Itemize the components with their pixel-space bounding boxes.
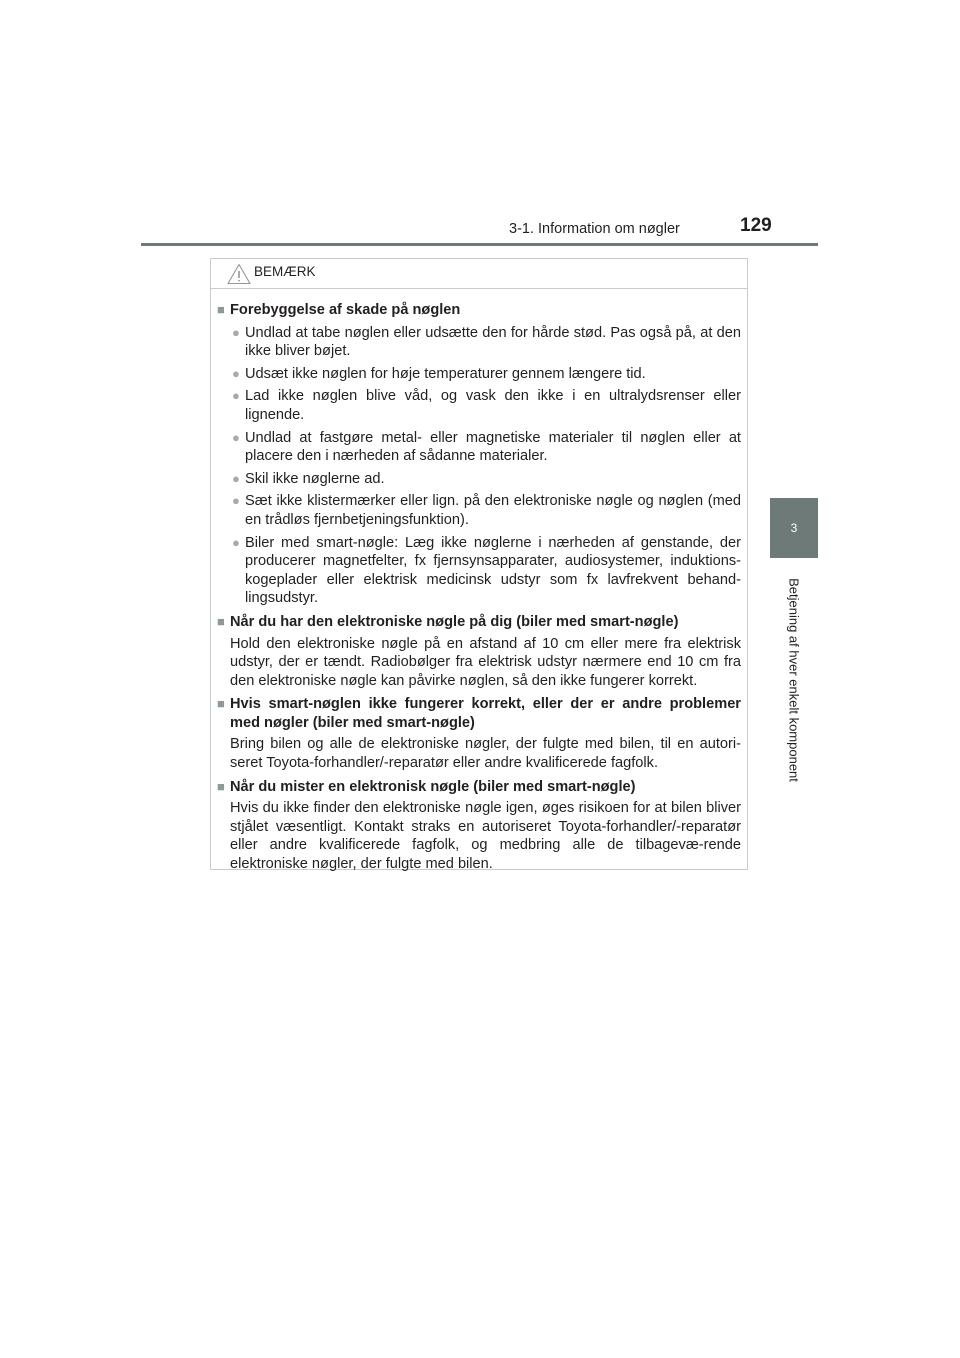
square-bullet-icon: ■: [217, 613, 225, 629]
notice-header: [211, 259, 747, 289]
list-item: ● Undlad at fastgøre metal- eller magnetiske materialer til nøglen eller at placere den i nærheden af sådanne materialer.: [232, 429, 741, 465]
square-bullet-icon: ■: [217, 302, 225, 317]
chapter-title: Betjening af hver enkelt komponent: [786, 578, 802, 782]
section-text: Hvis du ikke finder den elektroniske nøgle igen, øges risikoen for at bilen bliver stjålet væsentligt. Kontakt straks en autoriseret Toyota-forhandler/-reparatør eller andre kvalificerede fagfolk, og medbring alle de tilbagevæ-rende elektroniske nøgler, der fulgte med bilen.: [230, 800, 741, 873]
warning-triangle-icon: [227, 263, 251, 285]
list-item: ● Biler med smart-nøgle: Læg ikke nøglerne i nærheden af genstande, der producerer magnetfelter, fx fjernsynsapparater, audiosystemer, induktions-kogeplader eller elektrisk medicinsk udstyr som fx lavfrekvent behand-lingsudstyr.: [232, 534, 741, 607]
section-heading: ■ Når du har den elektroniske nøgle på dig (biler med smart-nøgle): [217, 613, 679, 630]
page-number: 129: [740, 215, 772, 236]
section-heading: ■ Hvis smart-nøglen ikke fungerer korrekt, eller der er andre problemer med nøgler (biler med smart-nøgle): [217, 696, 741, 731]
notice-title: BEMÆRK: [254, 264, 316, 279]
section-text: Hold den elektroniske nøgle på en afstand af 10 cm eller mere fra elektrisk udstyr, der er tændt. Radiobølger fra elektrisk udstyr nærmere end 10 cm fra den elektroniske nøgle kan påvirke nøglen, så den ikke fungerer korrekt.: [230, 635, 741, 689]
section-heading: ■ Når du mister en elektronisk nøgle (biler med smart-nøgle): [217, 778, 636, 795]
header-divider: [141, 243, 818, 246]
circle-bullet-icon: ●: [232, 470, 240, 486]
section-text: Bring bilen og alle de elektroniske nøgler, der fulgte med bilen, til en autori-seret Toyota-forhandler/-reparatør eller andre kvalificerede fagfolk.: [230, 736, 741, 772]
notice-box: [210, 258, 748, 873]
circle-bullet-icon: ●: [232, 493, 240, 509]
chapter-tab: [770, 498, 818, 558]
circle-bullet-icon: ●: [232, 429, 240, 445]
circle-bullet-icon: ●: [232, 388, 240, 404]
circle-bullet-icon: ●: [232, 365, 240, 381]
circle-bullet-icon: ●: [232, 324, 240, 340]
list-item: ● Undlad at tabe nøglen eller udsætte den for hårde stød. Pas også på, at den ikke bliver bøjet.: [232, 324, 741, 360]
circle-bullet-icon: ●: [232, 534, 240, 550]
section-title: 3-1. Information om nøgler: [509, 221, 680, 237]
notice-body: [211, 289, 747, 874]
section-heading: ■ Forebyggelse af skade på nøglen: [217, 302, 461, 318]
list-item: ● Skil ikke nøglerne ad.: [232, 470, 385, 487]
square-bullet-icon: ■: [217, 778, 225, 794]
list-item: ● Lad ikke nøglen blive våd, og vask den ikke i en ultralydsrenser eller lignende.: [232, 388, 741, 423]
square-bullet-icon: ■: [217, 696, 225, 712]
list-item: ● Sæt ikke klistermærker eller lign. på den elektroniske nøgle og nøglen (med en trådløs fjernbetjeningsfunktion).: [232, 493, 741, 528]
list-item: ● Udsæt ikke nøglen for høje temperaturer gennem længere tid.: [232, 365, 646, 382]
chapter-number: 3: [790, 521, 798, 535]
